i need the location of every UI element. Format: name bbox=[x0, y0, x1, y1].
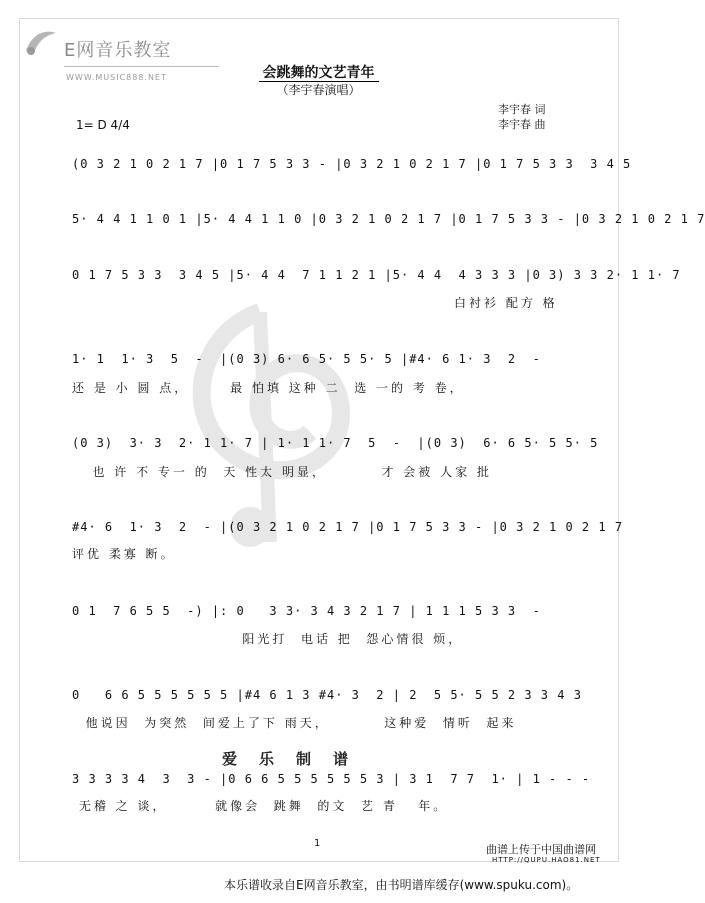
arranger-stamp: 爱乐制谱 bbox=[222, 750, 371, 768]
upload-note: 曲谱上传于中国曲谱网 bbox=[486, 843, 596, 856]
logo-text: E网音乐教室 bbox=[64, 40, 172, 61]
lyricist-credit: 李宇春 词 bbox=[498, 103, 546, 116]
key-signature: 1= D 4/4 bbox=[76, 118, 130, 132]
upload-url: HTTP://QUPU.HAO81.NET bbox=[492, 856, 601, 864]
logo-icon bbox=[22, 27, 60, 57]
footer-note: 本乐谱收录自E网音乐教室，由书明谱库缓存(www.spuku.com)。 bbox=[224, 878, 579, 892]
treble-clef-watermark bbox=[120, 292, 400, 552]
notation-row-9: 3 3 3 3 4 3 3 - |0 6 6 5 5 5 5 5 5 3 | 3 1 7 7 1· | 1 - - - bbox=[72, 772, 591, 786]
lyrics-row-7: 阳光打 电话 把 怨心情很 烦， bbox=[72, 632, 464, 646]
song-credits bbox=[498, 102, 546, 132]
lyrics-row-9: 无稽 之 谈， 就像会 跳舞 的文 艺 青 年。 bbox=[72, 799, 449, 813]
logo-url: WWW.MUSIC888.NET bbox=[66, 73, 167, 82]
notation-row-4: 1· 1 1· 3 5 - |(0 3) 6· 6 5· 5 5· 5 |#4· 6 1· 3 2 - bbox=[72, 352, 541, 366]
notation-row-6: #4· 6 1· 3 2 - |(0 3 2 1 0 2 1 7 |0 1 7 5 3 3 - |0 3 2 1 0 2 1 7 bbox=[72, 520, 624, 534]
notation-row-1: (0 3 2 1 0 2 1 7 |0 1 7 5 3 3 - |0 3 2 1 0 2 1 7 |0 1 7 5 3 3 3 4 5 bbox=[72, 157, 632, 171]
notation-row-5: (0 3) 3· 3 2· 1 1· 7 | 1· 1 1· 7 5 - |(0 3) 6· 6 5· 5 5· 5 bbox=[72, 436, 599, 450]
song-subtitle: （李宇春演唱） bbox=[276, 83, 361, 97]
lyrics-row-5: 也 许 不 专一 的 天 性太 明显， 才 会被 人家 批 bbox=[72, 465, 492, 479]
lyrics-row-8: 他说因 为突然 间爱上了下 雨天， 这种爱 情听 起来 bbox=[72, 716, 517, 730]
notation-row-8: 0 6 6 5 5 5 5 5 5 |#4 6 1 3 #4· 3 2 | 2 5 5· 5 5 2 3 3 4 3 bbox=[72, 688, 582, 702]
page-number: 1 bbox=[314, 838, 321, 849]
composer-credit: 李宇春 曲 bbox=[498, 118, 546, 131]
notation-row-3: 0 1 7 5 3 3 3 4 5 |5· 4 4 7 1 1 2 1 |5· 4 4 4 3 3 3 |0 3) 3 3 2· 1 1· 7 bbox=[72, 268, 681, 282]
notation-row-2: 5· 4 4 1 1 0 1 |5· 4 4 1 1 0 |0 3 2 1 0 2 1 7 |0 1 7 5 3 3 - |0 3 2 1 0 2 1 7 bbox=[72, 212, 705, 226]
song-title: 会跳舞的文艺青年 bbox=[0, 62, 637, 82]
lyrics-row-4: 还 是 小 圆 点， 最 怕填 这种 二 选 一的 考 卷， bbox=[72, 381, 465, 395]
lyrics-row-3: 白衬衫 配方 格 bbox=[454, 296, 558, 310]
notation-row-7: 0 1 7 6 5 5 -) |: 0 3 3· 3 4 3 2 1 7 | 1 1 1 5 3 3 - bbox=[72, 604, 541, 618]
lyrics-row-6: 评优 柔寡 断。 bbox=[72, 547, 176, 561]
